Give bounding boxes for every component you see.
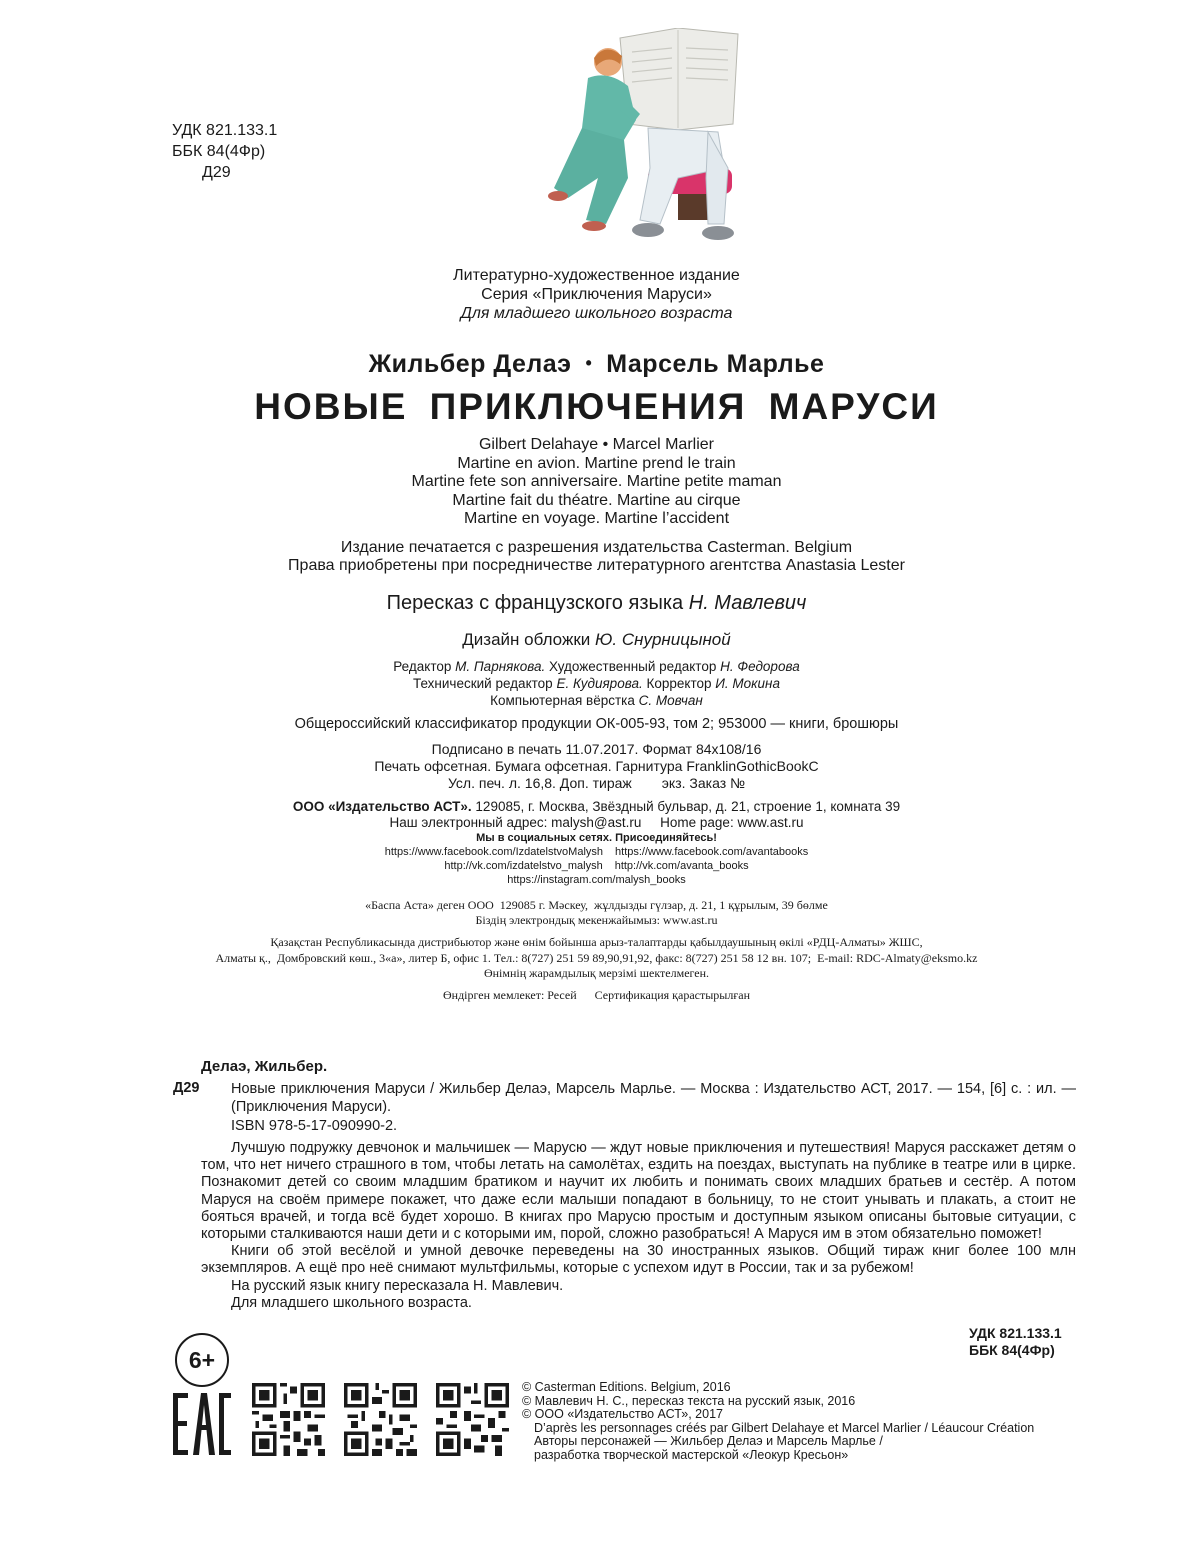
social-link[interactable]: https://instagram.com/malysh_books bbox=[507, 874, 686, 886]
original-title-line: Martine en avion. Martine prend le train bbox=[457, 454, 736, 472]
copyright-line: D’après les personnages créés par Gilbert Delahaye et Marcel Marlier / Léaucour Création bbox=[534, 1420, 1035, 1435]
copyright-line: © Casterman Editions. Belgium, 2016 bbox=[522, 1380, 731, 1394]
author-2: Марсель Марлье bbox=[606, 350, 825, 378]
age-audience: Для младшего школьного возраста bbox=[460, 305, 733, 322]
print-line-3a: Усл. печ. л. 16,8. Доп. тираж bbox=[447, 775, 632, 791]
annotation-paragraph: Для младшего школьного возраста. bbox=[231, 1294, 472, 1311]
publisher-info bbox=[0, 799, 1193, 887]
kz-publisher-line: «Баспа Аста» деген ООО 129085 г. Мәскеу, жұлдызды гүлзар, д. 21, 1 құрылым, 39 бөлме bbox=[365, 898, 828, 912]
print-line-3 bbox=[0, 775, 1193, 792]
credits-line-3 bbox=[0, 692, 1193, 709]
qr-code-icon bbox=[436, 1383, 509, 1456]
edition-type: Литературно-художественное издание bbox=[453, 267, 740, 284]
publisher-contacts: Наш электронный адрес: malysh@ast.ru Home page: www.ast.ru bbox=[389, 815, 804, 830]
age-rating-text: 6+ bbox=[188, 1346, 216, 1373]
corrector-label: Корректор bbox=[646, 676, 712, 691]
copyright-line: © Мавлевич Н. С., пересказ текста на русский язык, 2016 bbox=[522, 1393, 856, 1408]
social-link[interactable]: http://vk.com/avanta_books bbox=[614, 860, 749, 872]
qr-code-icon bbox=[344, 1383, 417, 1456]
annotation-paragraph: Лучшую подружку девчонок и мальчишек — Марусю — ждут новые приключения и путешествия! Маруся расскажет детям о том, что нет ничего страшного в том, чтобы летать на самолётах, ездить на поездах, выступать на публике в театре или в цирке. Познакомит детей со своим младшим братиком и научит их любить и понимать своих младших братьев и сестёр. А потом Маруся на своём примере покажет, что даже если малыши попадают в больницу, то не стоит унывать и плакать, а стоит не бояться врачей, и тогда всё будет хорошо. В книгах про Марусю простым и доступным языком описаны бытовые ситуации, с которыми сталкиваются наши дети и с которыми им, порой, сложно разобраться! А Маруся им в этом обязательно поможет! bbox=[201, 1140, 1076, 1243]
rights-info bbox=[0, 539, 1193, 575]
bbk-code: ББК 84(4Фр) bbox=[969, 1342, 1055, 1358]
kz-distributor-address: Алматы қ., Домбровский көш., 3«а», литер Б, офис 1. Тел.: 8(727) 251 59 89,90,91,92, факс: 8(727) 251 58 12 вн. 107; E-mail: RDC-Almaty@eksmo.kz bbox=[215, 950, 978, 965]
annotation-paragraph: Книги об этой весёлой и умной девочке переведены на 30 иностранных языков. Общий тираж книг более 100 млн экземпляров. А ещё про неё снимают мультфильмы, которые с успехом идут в России, так и за рубежом! bbox=[201, 1243, 1076, 1277]
age-rating-badge bbox=[175, 1333, 229, 1387]
permission-line: Издание печатается с разрешения издательства Casterman. Belgium bbox=[340, 539, 853, 556]
bbk-code: ББК 84(4Фр) bbox=[172, 143, 266, 160]
publisher-name: ООО «Издательство АСТ». bbox=[292, 799, 472, 814]
tech-editor-label: Технический редактор bbox=[412, 676, 553, 691]
layout-label: Компьютерная вёрстка bbox=[490, 693, 635, 708]
biblio-description: Новые приключения Маруси / Жильбер Делаэ, Марсель Марлье. — Москва : Издательство АСТ, 2017. — 154, [6] с. : ил. — (Приключения Маруси). bbox=[231, 1081, 1076, 1115]
eac-conformity-mark bbox=[173, 1393, 231, 1455]
original-authors: Gilbert Delahaye • Marcel Marlier bbox=[478, 436, 714, 453]
publisher-address: 129085, г. Москва, Звёздный бульвар, д. 21, строение 1, комната 39 bbox=[475, 799, 901, 814]
art-editor-label: Художественный редактор bbox=[549, 659, 717, 674]
print-info bbox=[0, 741, 1193, 792]
product-classifier: Общероссийский классификатор продукции ОК-005-93, том 2; 953000 — книги, брошюры bbox=[294, 716, 899, 732]
annotation-paragraph: На русский язык книгу пересказала Н. Мавлевич. bbox=[231, 1277, 564, 1294]
publisher-address-line bbox=[0, 799, 1193, 815]
retelling-credit bbox=[0, 592, 1193, 615]
agency-line: Права приобретены при посредничестве литературного агентства Anastasia Lester bbox=[288, 557, 905, 574]
editor-name: М. Парнякова. bbox=[455, 659, 546, 674]
top-classification-codes bbox=[172, 120, 277, 183]
kz-country: Өндірген мемлекет: Ресей bbox=[442, 988, 577, 1002]
bottom-classification-codes bbox=[969, 1325, 1062, 1359]
original-titles bbox=[0, 436, 1193, 529]
editor-label: Редактор bbox=[393, 659, 452, 674]
social-link[interactable]: https://www.facebook.com/IzdatelstvoMalysh bbox=[384, 846, 604, 858]
cover-design-credit bbox=[0, 630, 1193, 650]
biblio-author: Делаэ, Жильбер. bbox=[201, 1058, 328, 1075]
cover-design-label: Дизайн обложки bbox=[462, 630, 591, 649]
biblio-code: Д29 bbox=[173, 1080, 200, 1096]
kz-distributor-info bbox=[0, 935, 1193, 982]
layout-name: С. Мовчан bbox=[638, 693, 703, 708]
social-title: Мы в социальных сетях. Присоединяйтесь! bbox=[476, 832, 717, 844]
kz-certification: Сертификация қарастырылған bbox=[594, 988, 751, 1002]
retelling-label: Пересказ с французского языка bbox=[386, 592, 684, 614]
illustration-child-and-man-reading-newspaper bbox=[528, 28, 760, 258]
kz-footer bbox=[0, 988, 1193, 1003]
isbn: ISBN 978-5-17-090990-2. bbox=[231, 1118, 398, 1134]
tech-editor-name: Е. Кудиярова. bbox=[556, 676, 643, 691]
authors-line bbox=[0, 350, 1193, 379]
editorial-credits bbox=[0, 658, 1193, 709]
credits-line-1 bbox=[0, 658, 1193, 675]
print-line-1: Подписано в печать 11.07.2017. Формат 84x108/16 bbox=[431, 741, 762, 757]
copyright-line: разработка творческой мастерской «Леокур Кресьон» bbox=[534, 1447, 849, 1462]
art-editor-name: Н. Федорова bbox=[720, 659, 800, 674]
copyright-line: © ООО «Издательство АСТ», 2017 bbox=[522, 1407, 723, 1422]
cover-design-name: Ю. Снурницыной bbox=[595, 630, 731, 649]
original-title-line: Martine fete son anniversaire. Martine petite maman bbox=[411, 473, 782, 491]
udk-code: УДК 821.133.1 bbox=[172, 122, 278, 139]
social-link[interactable]: https://www.facebook.com/avantabooks bbox=[615, 846, 809, 858]
book-title: НОВЫЕ ПРИКЛЮЧЕНИЯ МАРУСИ bbox=[254, 386, 939, 427]
print-line-3b: экз. Заказ № bbox=[661, 775, 746, 791]
retelling-name: Н. Мавлевич bbox=[688, 592, 807, 614]
authors-separator: • bbox=[585, 353, 593, 373]
kz-publisher-info bbox=[0, 898, 1193, 928]
social-links bbox=[0, 845, 1193, 887]
kz-email-line: Біздің электрондық мекенжайымыз: www.ast.ru bbox=[475, 913, 718, 927]
social-link[interactable]: http://vk.com/izdatelstvo_malysh bbox=[444, 860, 603, 872]
credits-line-2 bbox=[0, 675, 1193, 692]
series-info bbox=[0, 266, 1193, 323]
copyright-line: Авторы персонажей — Жильбер Делаэ и Марсель Марлье / bbox=[534, 1434, 883, 1449]
copyright-block bbox=[522, 1381, 1034, 1463]
annotation bbox=[201, 1140, 1076, 1312]
print-line-2: Печать офсетная. Бумага офсетная. Гарнитура FranklinGothicBookC bbox=[374, 758, 819, 774]
author-sign: Д29 bbox=[202, 164, 231, 181]
udk-code: УДК 821.133.1 bbox=[969, 1325, 1062, 1341]
kz-distributor-line: Қазақстан Республикасында дистрибьютор және өнім бойынша арыз-талаптарды қабылдаушының өкілі «РДЦ-Алматы» ЖШС, bbox=[270, 935, 923, 949]
series-name: Серия «Приключения Маруси» bbox=[481, 286, 712, 303]
kz-shelf-life: Өнімнің жарамдылық мерзімі шектелмеген. bbox=[483, 966, 710, 980]
original-title-line: Martine fait du théatre. Martine au cirque bbox=[452, 491, 741, 509]
author-1: Жильбер Делаэ bbox=[368, 350, 572, 378]
original-title-line: Martine en voyage. Martine l’accident bbox=[463, 510, 730, 528]
qr-code-icon bbox=[252, 1383, 325, 1456]
corrector-name: И. Мокина bbox=[715, 676, 780, 691]
